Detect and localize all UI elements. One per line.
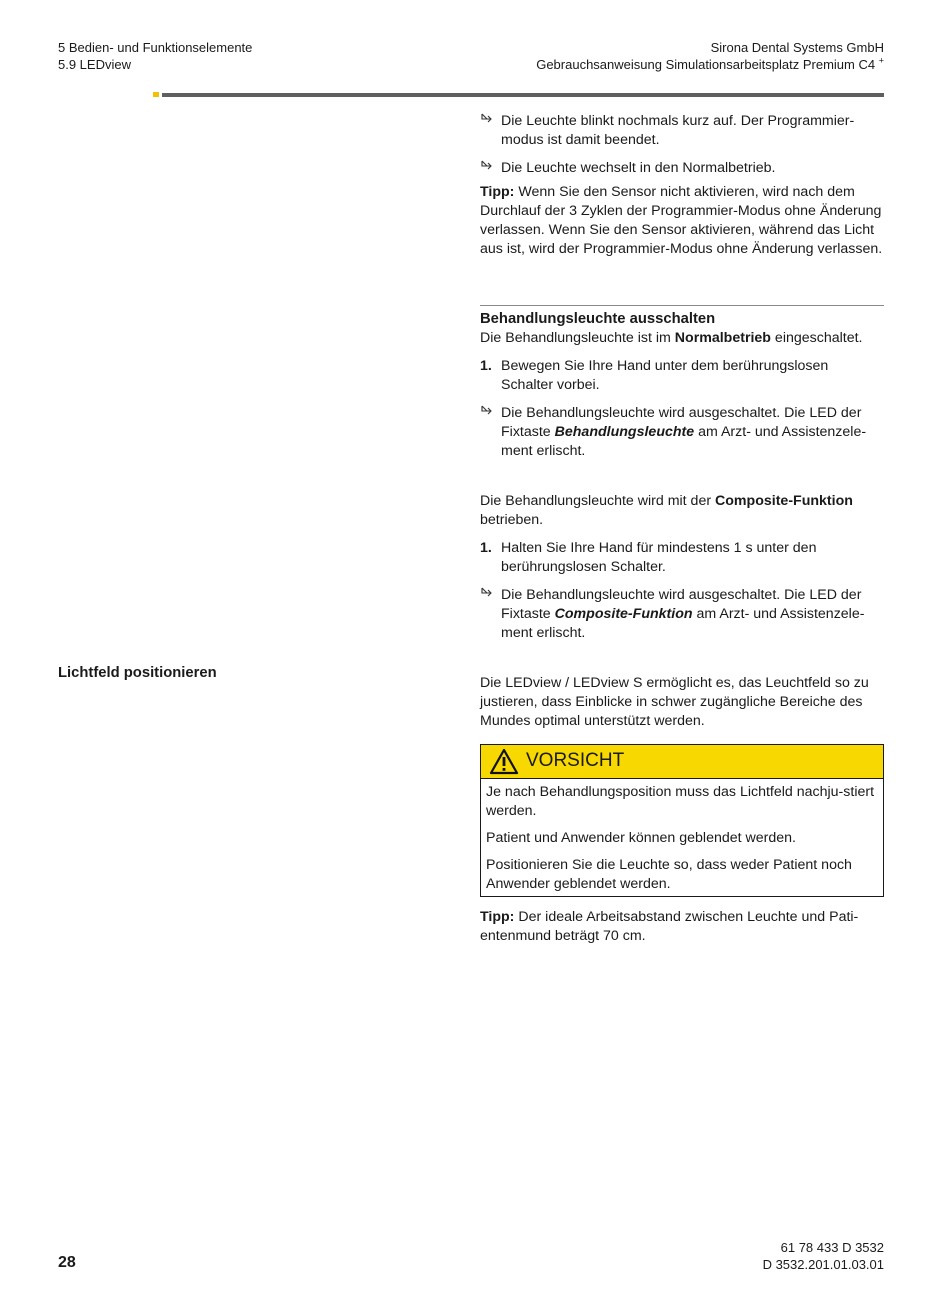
header-right xyxy=(536,39,884,73)
result-item xyxy=(480,112,884,150)
result-item xyxy=(480,159,884,178)
tip-paragraph xyxy=(480,183,884,259)
divider-bar xyxy=(162,93,884,97)
manual-superscript: + xyxy=(878,55,884,66)
result-arrow-icon xyxy=(480,404,496,423)
warning-text: Patient und Anwender können geblendet werden. xyxy=(486,830,796,846)
tip-text: Wenn Sie den Sensor nicht aktivieren, wird nach dem Durchlauf der 3 Zyklen der Programmier-Modus ohne Änderung verlassen. Wenn Sie den Sensor aktivieren, während das Licht aus ist, wird der Programmier-Modus ohne Änderung verlassen. xyxy=(480,184,883,257)
chapter-title: 5 Bedien- und Funktionselemente xyxy=(58,40,253,55)
tip-paragraph xyxy=(480,908,884,946)
document-number: 61 78 433 D 3532 D 3532.201.01.03.01 xyxy=(762,1240,884,1272)
step-text: Halten Sie Ihre Hand für mindestens 1 s unter den berührungslosen Schalter. xyxy=(501,540,817,575)
result-arrow-icon xyxy=(480,586,496,605)
programming-end-block xyxy=(480,112,884,259)
section-divider xyxy=(480,305,884,306)
tip-text: Der ideale Arbeitsabstand zwischen Leuchte und Pati-entenmund beträgt 70 cm. xyxy=(480,909,859,944)
step-item xyxy=(480,539,884,577)
result-text: Die Behandlungsleuchte wird ausgeschaltet. Die LED der Fixtaste Behandlungsleuchte am Arzt- und Assistenzele-ment erlischt. xyxy=(501,405,867,459)
side-heading: Lichtfeld positionieren xyxy=(58,665,217,681)
switch-off-section xyxy=(480,305,884,461)
intro-paragraph: Die Behandlungsleuchte ist im Normalbetrieb eingeschaltet. xyxy=(480,330,863,346)
composite-section xyxy=(480,492,884,643)
company-name: Sirona Dental Systems GmbH xyxy=(710,40,884,55)
result-arrow-icon xyxy=(480,159,496,178)
warning-title: VORSICHT xyxy=(526,750,625,771)
header-rule xyxy=(153,92,884,97)
step-number: 1. xyxy=(480,540,492,556)
page-number: 28 xyxy=(58,1254,76,1271)
tip-label: Tipp: xyxy=(480,909,515,925)
section-heading: Behandlungsleuchte ausschalten xyxy=(480,311,716,327)
result-item xyxy=(480,404,884,461)
step-number: 1. xyxy=(480,358,492,374)
warning-text: Positionieren Sie die Leuchte so, dass weder Patient noch Anwender geblendet werden. xyxy=(486,857,852,892)
intro-paragraph: Die LEDview / LEDview S ermöglicht es, das Leuchtfeld so zu justieren, dass Einblicke in schwer zugängliche Bereiche des Mundes optimal unterstützt werden. xyxy=(480,675,869,729)
warning-text: Je nach Behandlungsposition muss das Lichtfeld nachju-stiert werden. xyxy=(486,784,875,819)
intro-paragraph: Die Behandlungsleuchte wird mit der Composite-Funktion betrieben. xyxy=(480,493,853,528)
accent-mark xyxy=(153,92,159,97)
step-item xyxy=(480,357,884,395)
manual-title: Gebrauchsanweisung Simulationsarbeitsplatz Premium C4 + xyxy=(536,55,884,72)
warning-triangle-icon xyxy=(489,748,519,775)
result-item xyxy=(480,586,884,643)
result-arrow-icon xyxy=(480,112,496,131)
warning-header xyxy=(481,745,883,779)
tip-label: Tipp: xyxy=(480,184,515,200)
header-left xyxy=(58,39,252,73)
result-text: Die Leuchte wechselt in den Normalbetrieb. xyxy=(501,160,776,176)
step-text: Bewegen Sie Ihre Hand unter dem berührungslosen Schalter vorbei. xyxy=(501,358,829,393)
lichtfeld-section xyxy=(480,674,884,946)
result-text: Die Behandlungsleuchte wird ausgeschaltet. Die LED der Fixtaste Composite-Funktion am Arzt- und Assistenzele-ment erlischt. xyxy=(501,587,865,641)
warning-body xyxy=(481,779,883,896)
section-title: 5.9 LEDview xyxy=(58,57,131,72)
result-text: Die Leuchte blinkt nochmals kurz auf. Der Programmier-modus ist damit beendet. xyxy=(501,113,855,148)
warning-box xyxy=(480,744,884,897)
